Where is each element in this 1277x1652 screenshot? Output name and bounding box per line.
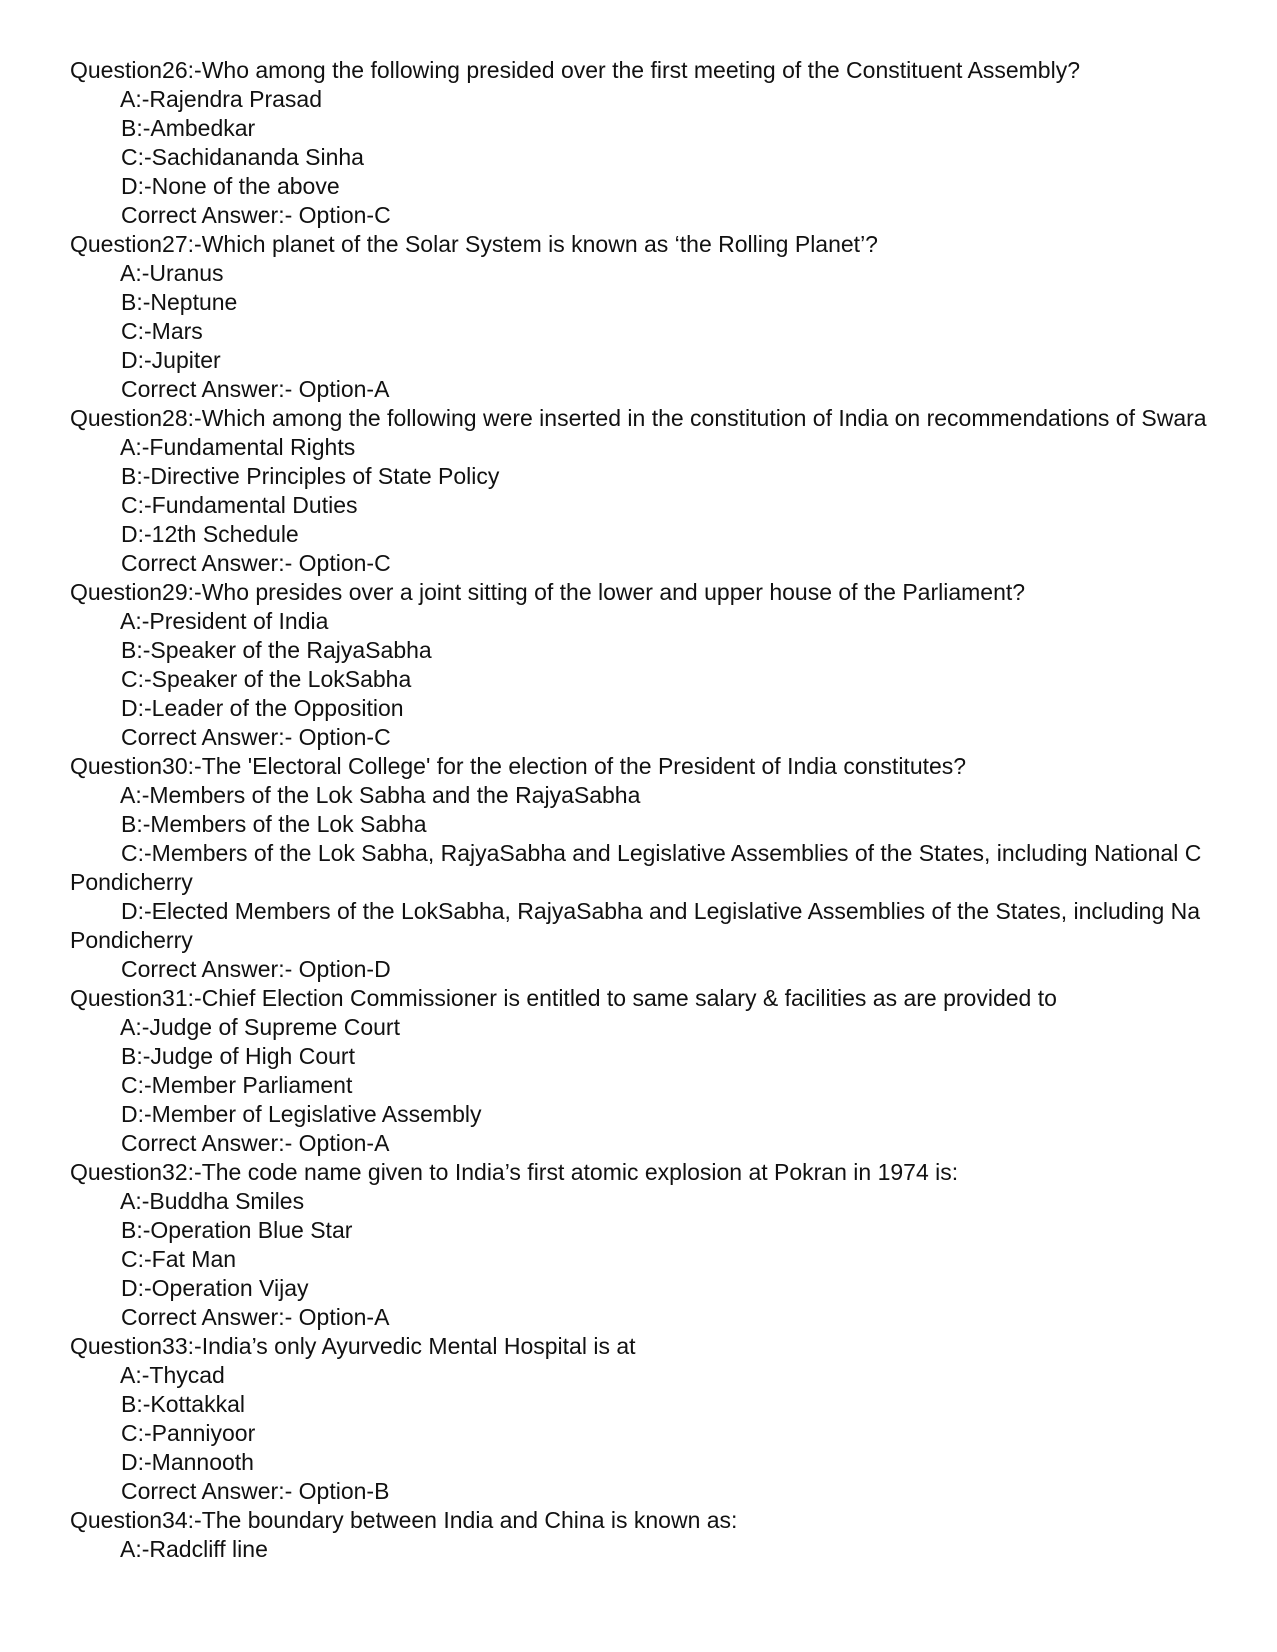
option-c: C:-Speaker of the LokSabha <box>121 666 412 692</box>
option-c: C:-Fat Man <box>121 1246 237 1272</box>
option-c: C:-Sachidananda Sinha <box>121 144 364 170</box>
option-d-continuation: Pondicherry <box>70 927 193 953</box>
correct-answer: Correct Answer:- Option-B <box>121 1478 390 1504</box>
correct-answer: Correct Answer:- Option-A <box>121 1130 390 1156</box>
option-a: A:-Radcliff line <box>120 1536 268 1562</box>
question-title: Question33:-India’s only Ayurvedic Mental Hospital is at <box>70 1333 636 1359</box>
correct-answer: Correct Answer:- Option-C <box>121 550 391 576</box>
question-title: Question31:-Chief Election Commissioner is entitled to same salary & facilities as are provided to <box>70 985 1057 1011</box>
option-c: C:-Members of the Lok Sabha, RajyaSabha and Legislative Assemblies of the States, including National C <box>121 840 1202 866</box>
question-document <box>70 56 1210 1564</box>
option-d: D:-Elected Members of the LokSabha, RajyaSabha and Legislative Assemblies of the States, including Na <box>121 898 1201 924</box>
option-d: D:-Operation Vijay <box>121 1275 309 1301</box>
option-c: C:-Member Parliament <box>121 1072 353 1098</box>
question-title: Question28:-Which among the following were inserted in the constitution of India on recommendations of Swara <box>70 405 1207 431</box>
correct-answer: Correct Answer:- Option-A <box>121 1304 390 1330</box>
option-a: A:-Buddha Smiles <box>120 1188 305 1214</box>
question-block <box>70 404 1210 578</box>
option-d: D:-Jupiter <box>121 347 221 373</box>
option-b: B:-Directive Principles of State Policy <box>121 463 500 489</box>
option-b: B:-Operation Blue Star <box>121 1217 353 1243</box>
option-d: D:-None of the above <box>121 173 340 199</box>
option-d: D:-Member of Legislative Assembly <box>121 1101 482 1127</box>
question-title: Question29:-Who presides over a joint sitting of the lower and upper house of the Parliament? <box>70 579 1026 605</box>
option-c: C:-Mars <box>121 318 203 344</box>
option-a: A:-Uranus <box>120 260 224 286</box>
question-title: Question27:-Which planet of the Solar System is known as ‘the Rolling Planet’? <box>70 231 878 257</box>
question-title: Question30:-The 'Electoral College' for the election of the President of India constitutes? <box>70 753 967 779</box>
question-block <box>70 752 1210 984</box>
option-c-wrapped <box>70 839 1210 897</box>
option-a: A:-Rajendra Prasad <box>120 86 322 112</box>
option-a: A:-President of India <box>120 608 329 634</box>
option-b: B:-Judge of High Court <box>121 1043 355 1069</box>
option-b: B:-Members of the Lok Sabha <box>121 811 427 837</box>
question-title: Question34:-The boundary between India and China is known as: <box>70 1507 738 1533</box>
question-block <box>70 1506 1210 1564</box>
question-block <box>70 984 1210 1158</box>
correct-answer: Correct Answer:- Option-C <box>121 724 391 750</box>
option-d: D:-Mannooth <box>121 1449 254 1475</box>
question-title: Question26:-Who among the following presided over the first meeting of the Constituent Assembly? <box>70 57 1080 83</box>
option-a: A:-Judge of Supreme Court <box>120 1014 400 1040</box>
question-block <box>70 578 1210 752</box>
correct-answer: Correct Answer:- Option-D <box>121 956 391 982</box>
correct-answer: Correct Answer:- Option-A <box>121 376 390 402</box>
question-title: Question32:-The code name given to India’s first atomic explosion at Pokran in 1974 is: <box>70 1159 959 1185</box>
option-b: B:-Kottakkal <box>121 1391 245 1417</box>
option-c: C:-Fundamental Duties <box>121 492 358 518</box>
option-b: B:-Neptune <box>121 289 238 315</box>
option-a: A:-Fundamental Rights <box>120 434 356 460</box>
correct-answer: Correct Answer:- Option-C <box>121 202 391 228</box>
option-d: D:-Leader of the Opposition <box>121 695 404 721</box>
option-b: B:-Ambedkar <box>121 115 256 141</box>
question-block <box>70 230 1210 404</box>
option-b: B:-Speaker of the RajyaSabha <box>121 637 432 663</box>
question-block <box>70 1158 1210 1332</box>
option-a: A:-Thycad <box>120 1362 225 1388</box>
option-d: D:-12th Schedule <box>121 521 299 547</box>
option-d-wrapped <box>70 897 1210 955</box>
option-c-continuation: Pondicherry <box>70 869 193 895</box>
option-c: C:-Panniyoor <box>121 1420 256 1446</box>
question-block <box>70 56 1210 230</box>
option-a: A:-Members of the Lok Sabha and the RajyaSabha <box>120 782 641 808</box>
question-block <box>70 1332 1210 1506</box>
